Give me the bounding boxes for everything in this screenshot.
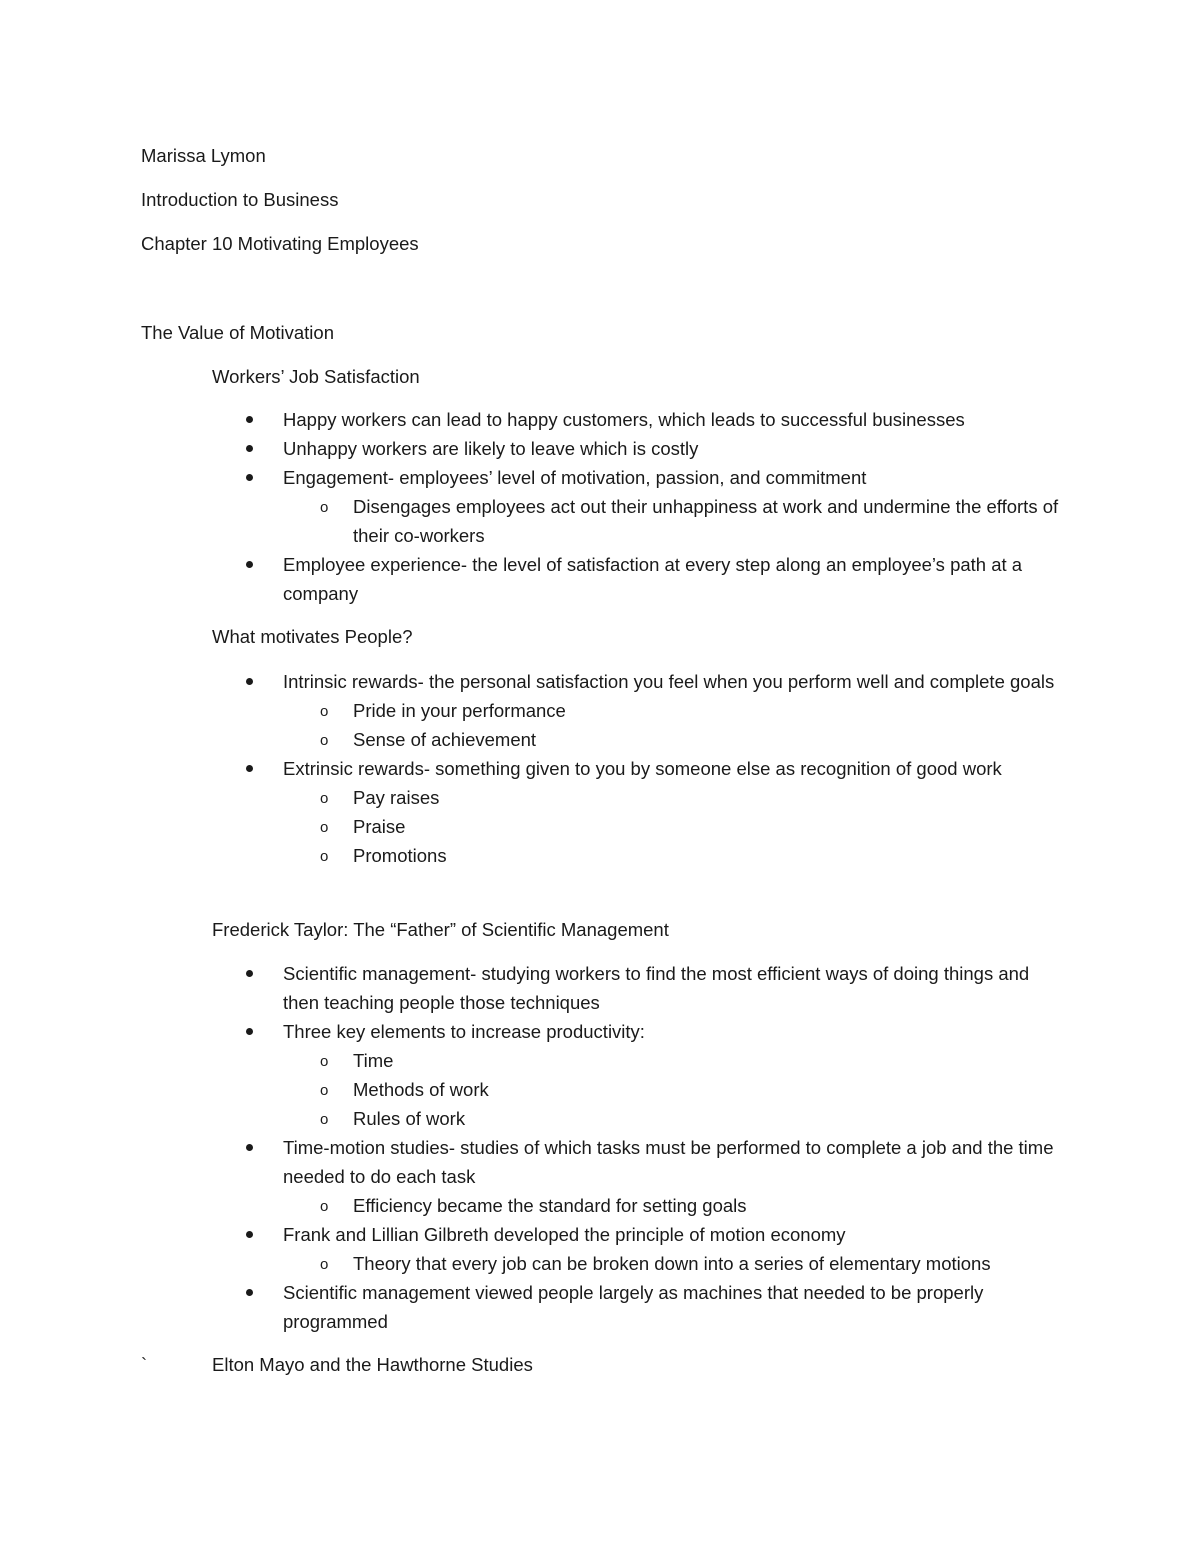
- sub-list-item: [320, 725, 1063, 754]
- list-item: [283, 1133, 1063, 1191]
- list-item: [283, 1278, 1063, 1336]
- circle-bullet-icon: o: [320, 1256, 329, 1273]
- sub-list-item: [320, 1104, 1063, 1133]
- bullet-dot-icon: [246, 970, 253, 977]
- sub-list-item: [320, 1075, 1063, 1104]
- chapter-title: Chapter 10 Motivating Employees: [141, 233, 419, 254]
- sub-list: [283, 1249, 1063, 1278]
- bullet-dot-icon: [246, 1289, 253, 1296]
- list-item-text: Engagement- employees’ level of motivation, passion, and commitment: [283, 467, 867, 488]
- bullet-dot-icon: [246, 765, 253, 772]
- list-item: [283, 1017, 1063, 1046]
- list-item-text: Time-motion studies- studies of which tasks must be performed to complete a job and the time needed to do each task: [283, 1137, 1054, 1187]
- list-item-text: Frank and Lillian Gilbreth developed the principle of motion economy: [283, 1224, 846, 1245]
- bullet-dot-icon: [246, 416, 253, 423]
- bullet-dot-icon: [246, 1028, 253, 1035]
- sub-list-item: [320, 492, 1063, 550]
- list-item: [283, 667, 1063, 696]
- mayo-heading: Elton Mayo and the Hawthorne Studies: [212, 1354, 533, 1375]
- sub-list-item-text: Time: [353, 1050, 394, 1071]
- circle-bullet-icon: o: [320, 1198, 329, 1215]
- list-item-text: Scientific management viewed people largely as machines that needed to be properly programmed: [283, 1282, 984, 1332]
- list-item-text: Intrinsic rewards- the personal satisfaction you feel when you perform well and complete goals: [283, 671, 1055, 692]
- sub-list-item-text: Pride in your performance: [353, 700, 566, 721]
- circle-bullet-icon: o: [320, 790, 329, 807]
- sub-list: [283, 1191, 1063, 1220]
- list-item: [283, 550, 1063, 608]
- bullet-dot-icon: [246, 1231, 253, 1238]
- sub-list-item-text: Theory that every job can be broken down into a series of elementary motions: [353, 1253, 991, 1274]
- sub-list-item: [320, 812, 1063, 841]
- sub-list-item: [320, 1249, 1063, 1278]
- sub-list-item: [320, 783, 1063, 812]
- circle-bullet-icon: o: [320, 703, 329, 720]
- circle-bullet-icon: o: [320, 848, 329, 865]
- circle-bullet-icon: o: [320, 1111, 329, 1128]
- sub-list-item-text: Pay raises: [353, 787, 440, 808]
- taylor-list: [283, 959, 1063, 1336]
- circle-bullet-icon: o: [320, 819, 329, 836]
- sub-list-item-text: Efficiency became the standard for setting goals: [353, 1195, 747, 1216]
- list-item-text: Happy workers can lead to happy customers, which leads to successful businesses: [283, 409, 965, 430]
- sub-list-item-text: Promotions: [353, 845, 447, 866]
- bullet-dot-icon: [246, 445, 253, 452]
- list-item: [283, 463, 1063, 492]
- bullet-dot-icon: [246, 561, 253, 568]
- list-item: [283, 754, 1063, 783]
- stray-backtick-mark: `: [141, 1354, 148, 1375]
- sub-list: [283, 492, 1063, 550]
- circle-bullet-icon: o: [320, 732, 329, 749]
- circle-bullet-icon: o: [320, 499, 329, 516]
- sub-list-item-text: Methods of work: [353, 1079, 489, 1100]
- sub-list-item: [320, 696, 1063, 725]
- sub-list-item: [320, 841, 1063, 870]
- job-satisfaction-heading: Workers’ Job Satisfaction: [212, 366, 420, 387]
- sub-list-item-text: Rules of work: [353, 1108, 466, 1129]
- job-satisfaction-list: [283, 405, 1063, 608]
- sub-list: [283, 696, 1063, 754]
- list-item-text: Unhappy workers are likely to leave which is costly: [283, 438, 699, 459]
- list-item: [283, 405, 1063, 434]
- circle-bullet-icon: o: [320, 1053, 329, 1070]
- sub-list-item: [320, 1191, 1063, 1220]
- list-item-text: Employee experience- the level of satisfaction at every step along an employee’s path at a company: [283, 554, 1023, 604]
- list-item: [283, 434, 1063, 463]
- list-item-text: Scientific management- studying workers to find the most efficient ways of doing things and then teaching people those techniques: [283, 963, 1030, 1013]
- bullet-dot-icon: [246, 474, 253, 481]
- list-item-text: Three key elements to increase productivity:: [283, 1021, 645, 1042]
- course-name: Introduction to Business: [141, 189, 339, 210]
- motivates-heading: What motivates People?: [212, 626, 413, 647]
- list-item: [283, 959, 1063, 1017]
- sub-list-item-text: Sense of achievement: [353, 729, 537, 750]
- list-item-text: Extrinsic rewards- something given to you by someone else as recognition of good work: [283, 758, 1002, 779]
- sub-list: [283, 783, 1063, 870]
- circle-bullet-icon: o: [320, 1082, 329, 1099]
- taylor-heading: Frederick Taylor: The “Father” of Scientific Management: [212, 919, 669, 940]
- sub-list: [283, 1046, 1063, 1133]
- author-name: Marissa Lymon: [141, 145, 266, 166]
- motivates-list: [283, 667, 1063, 870]
- sub-list-item-text: Praise: [353, 816, 406, 837]
- bullet-dot-icon: [246, 1144, 253, 1151]
- list-item: [283, 1220, 1063, 1249]
- bullet-dot-icon: [246, 678, 253, 685]
- sub-list-item-text: Disengages employees act out their unhappiness at work and undermine the efforts of their co-workers: [353, 496, 1059, 546]
- sub-list-item: [320, 1046, 1063, 1075]
- section-title: The Value of Motivation: [141, 322, 334, 343]
